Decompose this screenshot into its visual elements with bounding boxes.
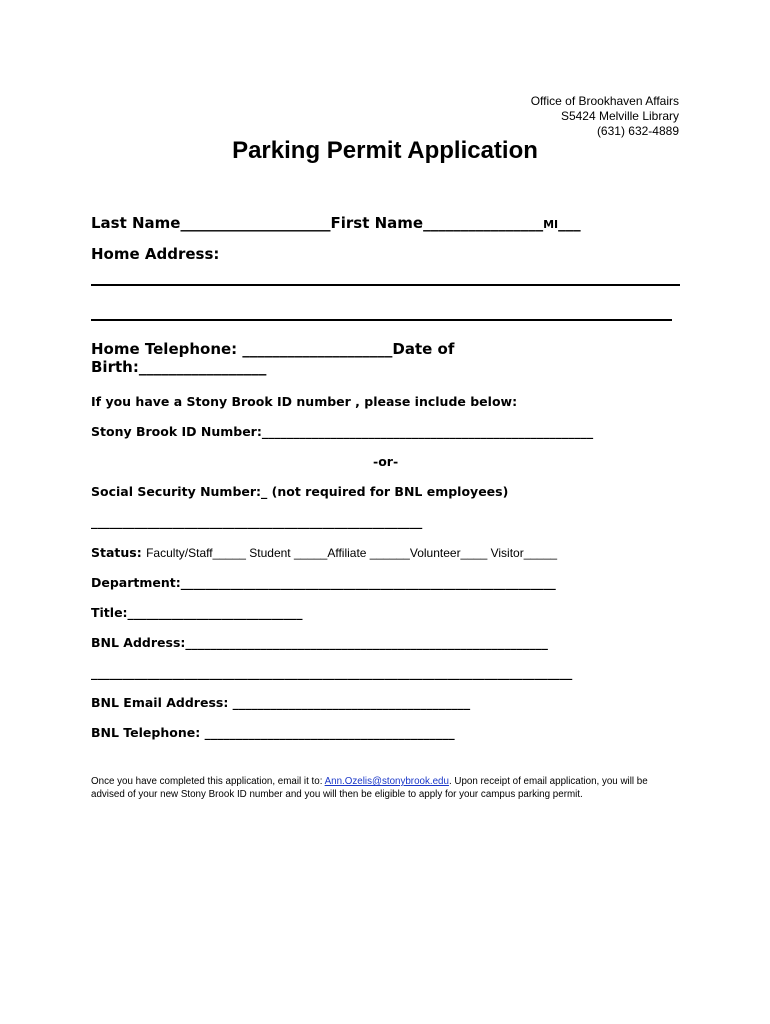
home-telephone-field[interactable]: Home Telephone: ____________________ xyxy=(91,340,393,358)
status-row xyxy=(91,545,557,560)
birth-field[interactable]: Birth:_________________ xyxy=(91,358,267,376)
first-name-field[interactable]: First Name________________ xyxy=(330,214,544,232)
telephone-dob-row xyxy=(91,340,454,358)
email-link[interactable]: Ann.Ozelis@stonybrook.edu xyxy=(324,776,449,787)
sbu-id-note: If you have a Stony Brook ID number , please include below: xyxy=(91,394,518,409)
last-name-field[interactable]: Last Name____________________ xyxy=(91,214,331,232)
home-address-line-1[interactable] xyxy=(91,284,680,286)
footer-text-before: Once you have completed this application, email it to: xyxy=(91,776,325,787)
home-address-label: Home Address: xyxy=(91,245,220,263)
footer-instructions xyxy=(91,776,681,801)
name-row xyxy=(91,214,581,232)
bnl-address-line-2[interactable]: _____________________________________________________________________________ xyxy=(91,665,573,680)
office-name: Office of Brookhaven Affairs xyxy=(530,94,679,108)
mi-field[interactable]: ___ xyxy=(558,214,581,232)
home-address-line-2[interactable] xyxy=(91,319,672,321)
office-phone: (631) 632-4889 xyxy=(596,124,679,138)
ssn-line[interactable]: _____________________________________________________ xyxy=(91,514,423,529)
footer-text-after: . Upon receipt of email application, you will be advised of your new Stony Brook ID number and you will then be eligible to apply for your campus parking permit. xyxy=(91,776,648,800)
bnl-telephone-field[interactable]: BNL Telephone: ________________________________________ xyxy=(91,725,455,740)
office-location: S5424 Melville Library xyxy=(560,109,679,123)
date-of-label: Date of xyxy=(392,340,455,358)
page-title: Parking Permit Application xyxy=(232,137,538,164)
title-field[interactable]: Title:____________________________ xyxy=(91,605,303,620)
bnl-email-field[interactable]: BNL Email Address: ______________________________________ xyxy=(91,695,471,710)
status-options[interactable]: Faculty/Staff_____ Student _____Affiliate ______Volunteer____ Visitor_____ xyxy=(146,546,558,560)
department-field[interactable]: Department:____________________________________________________________ xyxy=(91,575,556,590)
or-divider: -or- xyxy=(373,454,399,469)
status-label: Status: xyxy=(91,545,142,560)
mi-label: MI xyxy=(543,218,559,231)
ssn-field[interactable]: Social Security Number:_ (not required for BNL employees) xyxy=(91,484,509,499)
sbu-id-field[interactable]: Stony Brook ID Number:_____________________________________________________ xyxy=(91,424,594,439)
bnl-address-field[interactable]: BNL Address:__________________________________________________________ xyxy=(91,635,548,650)
